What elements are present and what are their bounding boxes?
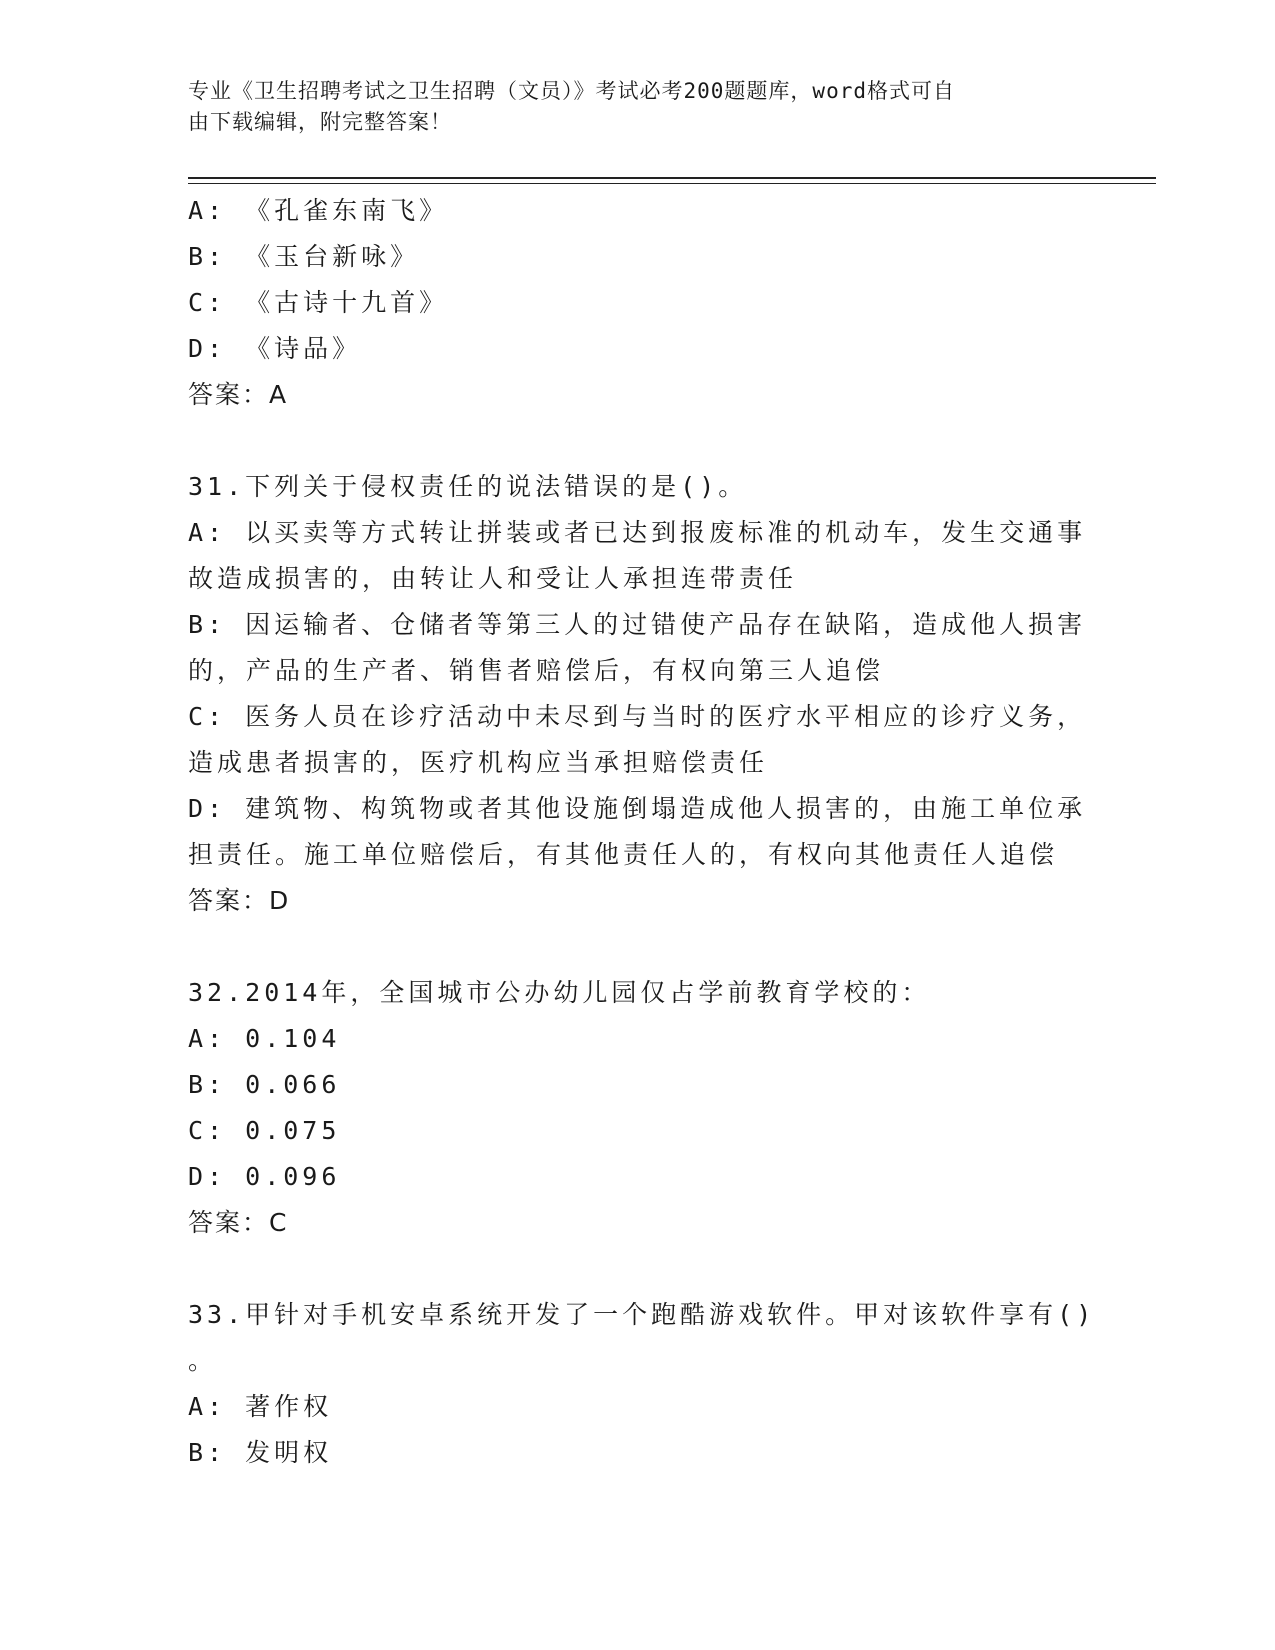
option-c-line-2: 造成患者损害的，医疗机构应当承担赔偿责任 bbox=[188, 748, 769, 777]
option-b-line-2: 的，产品的生产者、销售者赔偿后，有权向第三人追偿 bbox=[188, 656, 885, 685]
question-stem: 32.2014年，全国城市公办幼儿园仅占学前教育学校的： bbox=[188, 978, 931, 1007]
option-a-line-1: A: 以买卖等方式转让拼装或者已达到报废标准的机动车，发生交通事 bbox=[188, 518, 1087, 547]
answer-text: 答案：C bbox=[188, 1208, 289, 1237]
option-b: B: 发明权 bbox=[188, 1438, 333, 1467]
answer-text: 答案：D bbox=[188, 886, 291, 915]
header-divider-thick bbox=[188, 177, 1156, 179]
option-c: C: 0.075 bbox=[188, 1116, 341, 1145]
option-a: A: 著作权 bbox=[188, 1392, 333, 1421]
option-b: B: 0.066 bbox=[188, 1070, 341, 1099]
option-c-line-1: C: 医务人员在诊疗活动中未尽到与当时的医疗水平相应的诊疗义务， bbox=[188, 702, 1087, 731]
option-d: D: 《诗品》 bbox=[188, 334, 362, 363]
question-stem-line-2: 。 bbox=[188, 1346, 218, 1375]
question-32 bbox=[188, 970, 1088, 1246]
question-list bbox=[188, 188, 1096, 1476]
option-d-line-2: 担责任。施工单位赔偿后，有其他责任人的，有权向其他责任人追偿 bbox=[188, 840, 1059, 869]
question-33 bbox=[188, 1292, 1096, 1476]
option-d: D: 0.096 bbox=[188, 1162, 341, 1191]
question-stem: 31.下列关于侵权责任的说法错误的是()。 bbox=[188, 472, 748, 501]
header-divider-thin bbox=[188, 183, 1156, 184]
option-a-line-2: 故造成损害的，由转让人和受让人承担连带责任 bbox=[188, 564, 798, 593]
header-line-1: 专业《卫生招聘考试之卫生招聘（文员）》考试必考200题题库，word格式可自 bbox=[188, 79, 955, 103]
option-d-line-1: D: 建筑物、构筑物或者其他设施倒塌造成他人损害的，由施工单位承 bbox=[188, 794, 1087, 823]
question-30 bbox=[188, 188, 1088, 418]
option-a: A: 0.104 bbox=[188, 1024, 341, 1053]
option-a: A: 《孔雀东南飞》 bbox=[188, 196, 449, 225]
option-b: B: 《玉台新咏》 bbox=[188, 242, 420, 271]
option-c: C: 《古诗十九首》 bbox=[188, 288, 449, 317]
question-stem-line-1: 33.甲针对手机安卓系统开发了一个跑酷游戏软件。甲对该软件享有() bbox=[188, 1300, 1096, 1329]
header-line-2: 由下载编辑，附完整答案！ bbox=[188, 110, 452, 134]
option-b-line-1: B: 因运输者、仓储者等第三人的过错使产品存在缺陷，造成他人损害 bbox=[188, 610, 1087, 639]
answer-text: 答案：A bbox=[188, 380, 289, 409]
document-header bbox=[188, 76, 1068, 138]
question-31 bbox=[188, 464, 1088, 924]
